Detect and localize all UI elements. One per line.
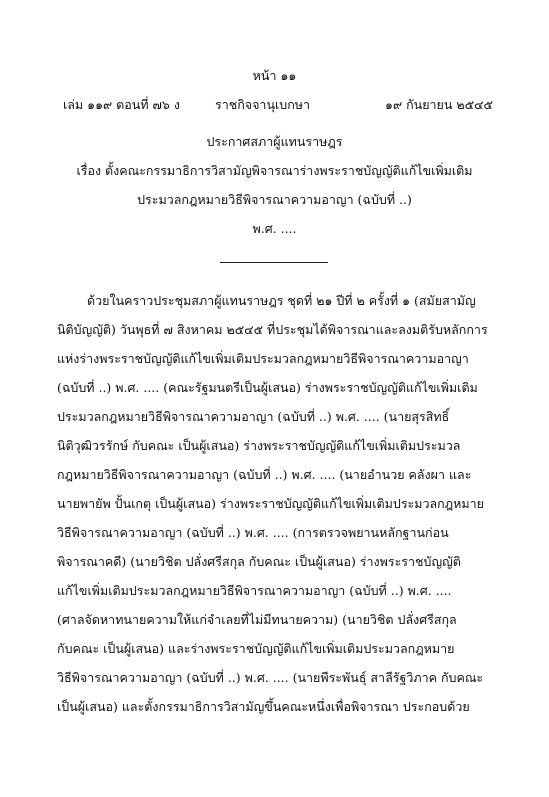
publication-date: ๑๙ กันยายน ๒๕๔๕ bbox=[385, 97, 493, 112]
body-line: แก้ไขเพิ่มเติมประมวลกฎหมายวิธีพิจารณาความอาญา (ฉบับที่ ..) พ.ศ. .... bbox=[57, 583, 452, 598]
body-line: ด้วยในคราวประชุมสภาผู้แทนราษฎร ชุดที่ ๒๑ ปีที่ ๒ ครั้งที่ ๑ (สมัยสามัญ bbox=[87, 293, 476, 308]
page-number: หน้า ๑๑ bbox=[252, 68, 297, 83]
title-year: พ.ศ. .... bbox=[252, 221, 297, 236]
title-divider bbox=[220, 262, 328, 263]
title-heading: ประกาศสภาผู้แทนราษฎร bbox=[206, 134, 343, 149]
body-line: นายพายัพ ปั้นเกตุ เป็นผู้เสนอ) ร่างพระราชบัญญัติแก้ไขเพิ่มเติมประมวลกฎหมาย bbox=[57, 496, 484, 511]
body-line: วิธีพิจารณาความอาญา (ฉบับที่ ..) พ.ศ. .... (การตรวจพยานหลักฐานก่อน bbox=[57, 525, 449, 540]
body-line: (ฉบับที่ ..) พ.ศ. .... (คณะรัฐมนตรีเป็นผู้เสนอ) ร่างพระราชบัญญัติแก้ไขเพิ่มเติม bbox=[57, 380, 478, 395]
body-line: นิติบัญญัติ) วันพุธที่ ๗ สิงหาคม ๒๕๔๕ ที่ประชุมได้พิจารณาและลงมติรับหลักการ bbox=[57, 322, 488, 337]
body-line: นิติวุฒิวรรักษ์ กับคณะ เป็นผู้เสนอ) ร่างพระราชบัญญัติแก้ไขเพิ่มเติมประมวล bbox=[57, 438, 461, 453]
body-line: ประมวลกฎหมายวิธีพิจารณาความอาญา (ฉบับที่ ..) พ.ศ. .... (นายสุรสิทธิ์ bbox=[57, 409, 450, 424]
body-line: กับคณะ เป็นผู้เสนอ) และร่างพระราชบัญญัติแก้ไขเพิ่มเติมประมวลกฎหมาย bbox=[57, 641, 455, 656]
body-line: วิธีพิจารณาความอาญา (ฉบับที่ ..) พ.ศ. .... (นายพีระพันธุ์ สาลีรัฐวิภาค กับคณะ bbox=[57, 670, 484, 685]
body-line: กฎหมายวิธีพิจารณาความอาญา (ฉบับที่ ..) พ.ศ. .... (นายอำนวย คลังผา และ bbox=[57, 467, 472, 482]
volume-issue: เล่ม ๑๑๙ ตอนที่ ๗๖ ง bbox=[63, 97, 180, 112]
body-line: (ศาลจัดหาทนายความให้แก่จำเลยที่ไม่มีทนายความ) (นายวิชิต ปลั่งศรีสกุล bbox=[57, 612, 457, 627]
gazette-name: ราชกิจจานุเบกษา bbox=[215, 97, 311, 112]
announcement-body bbox=[57, 286, 493, 721]
title-subject: เรื่อง ตั้งคณะกรรมาธิการวิสามัญพิจารณาร่างพระราชบัญญัติแก้ไขเพิ่มเติม bbox=[76, 163, 473, 178]
body-line: เป็นผู้เสนอ) และตั้งกรรมาธิการวิสามัญขึ้นคณะหนึ่งเพื่อพิจารณา ประกอบด้วย bbox=[57, 699, 470, 714]
body-line: พิจารณาคดี) (นายวิชิต ปลั่งศรีสกุล กับคณะ เป็นผู้เสนอ) ร่างพระราชบัญญัติ bbox=[57, 554, 461, 569]
announcement-title bbox=[40, 127, 509, 243]
body-line: แห่งร่างพระราชบัญญัติแก้ไขเพิ่มเติมประมวลกฎหมายวิธีพิจารณาความอาญา bbox=[57, 351, 469, 366]
title-subject-cont: ประมวลกฎหมายวิธีพิจารณาความอาญา (ฉบับที่ ..) bbox=[137, 192, 412, 207]
